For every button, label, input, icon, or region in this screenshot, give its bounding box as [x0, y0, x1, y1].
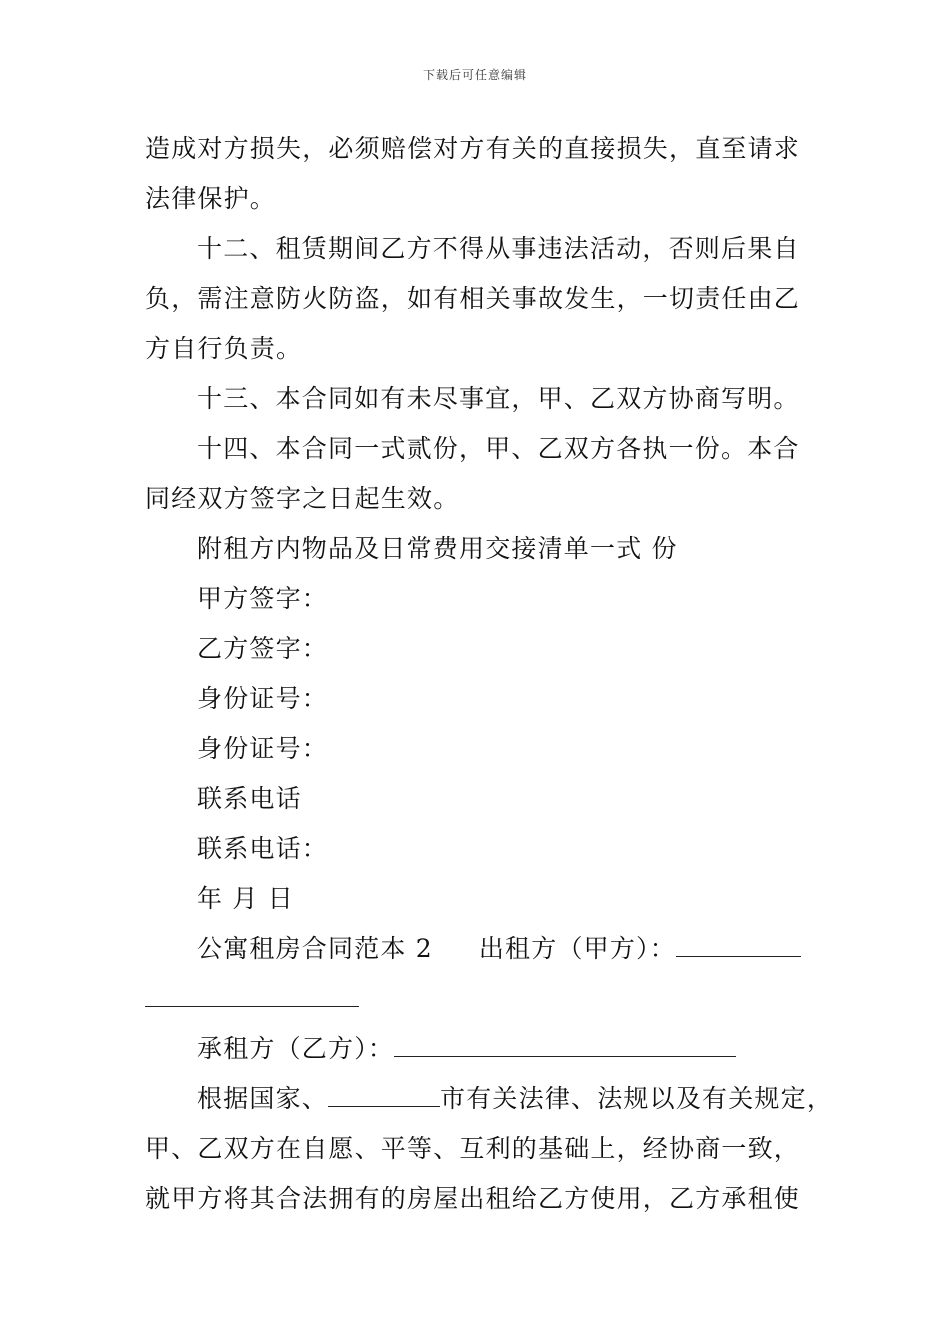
- basis-part-1: 根据国家、: [197, 1084, 329, 1113]
- lessor-blank: [676, 938, 801, 957]
- party-a-signature: 甲方签字：: [197, 584, 329, 613]
- clause-thirteen: 十三、本合同如有未尽事宜，甲、乙双方协商写明。: [197, 384, 800, 413]
- date-line: 年 月 日: [197, 884, 294, 913]
- lessor-blank-continued: [145, 988, 359, 1007]
- lessee-line: [145, 1024, 810, 1074]
- attachment-note: 附租方内物品及日常费用交接清单一式 份: [197, 534, 678, 563]
- text-line: 同经双方签字之日起生效。: [145, 484, 460, 513]
- lessee-label: 承租方（乙方）：: [197, 1034, 395, 1063]
- basis-part-2: 市有关法律、法规以及有关规定，: [440, 1084, 834, 1113]
- lessor-blank-continued-line: [145, 974, 810, 1024]
- clause-fourteen: 十四、本合同一式贰份，甲、乙双方各执一份。本合: [197, 434, 800, 463]
- lessee-blank: [394, 1038, 736, 1057]
- text-line: 方自行负责。: [145, 334, 303, 363]
- text-line: 法律保护。: [145, 184, 277, 213]
- text-line: 负，需注意防火防盗，如有相关事故发生，一切责任由乙: [145, 284, 801, 313]
- text-line: 造成对方损失，必须赔偿对方有关的直接损失，直至请求: [145, 134, 801, 163]
- phone-a: 联系电话: [197, 784, 302, 813]
- text-line: 甲、乙双方在自愿、平等、互利的基础上，经协商一致，: [145, 1134, 801, 1163]
- page-header: 下载后可任意编辑: [422, 68, 527, 82]
- text-line: 就甲方将其合法拥有的房屋出租给乙方使用，乙方承租使: [145, 1184, 801, 1213]
- basis-line: [145, 1074, 834, 1124]
- id-number-a: 身份证号：: [197, 684, 329, 713]
- document-body: [145, 124, 834, 1224]
- phone-b: 联系电话：: [197, 834, 329, 863]
- party-b-signature: 乙方签字：: [197, 634, 329, 663]
- lessor-label: 出租方（甲方）：: [478, 934, 676, 963]
- sample-two-title: 公寓租房合同范本 2: [197, 934, 433, 963]
- id-number-b: 身份证号：: [197, 734, 329, 763]
- clause-twelve: 十二、租赁期间乙方不得从事违法活动，否则后果自: [197, 234, 800, 263]
- city-blank: [328, 1088, 440, 1107]
- sample-two-heading-line: [145, 924, 810, 974]
